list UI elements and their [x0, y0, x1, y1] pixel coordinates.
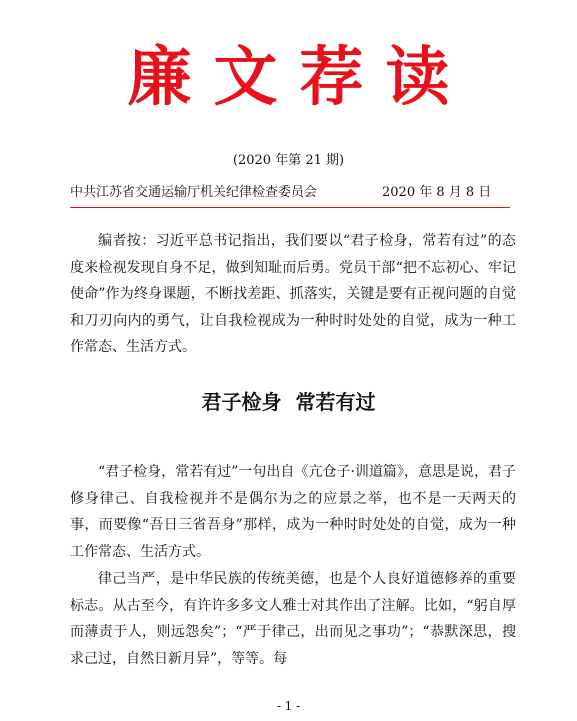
issuer-organization: 中共江苏省交通运输厅机关纪律检查委员会: [70, 185, 318, 200]
article-paragraph: 律己当严，是中华民族的传统美德，也是个人良好道德修养的重要标志。从古至今，有许许多多文人雅士对其作出了注解。比如，“躬自厚而薄责于人，则远怨矣”；“严于律己，出而见之事功”；“恭默深思，搜求己过，自然日新月异”，等等。每: [70, 571, 516, 666]
masthead-title: 廉文荐读: [127, 40, 472, 115]
issue-date: 2020 年 8 月 8 日: [382, 185, 492, 200]
article-title: 君子检身 常若有过: [201, 390, 376, 414]
article-paragraph: “君子检身，常若有过”一句出自《亢仓子·训道篇》，意思是说，君子修身律己、自我检视并不是偶尔为之的应景之举，也不是一天两天的事，而要像“吾日三省吾身”那样，成为一种时时处处的自觉，成为一种工作常态、生活方式。: [70, 464, 516, 560]
editor-note: 编者按：习近平总书记指出，我们要以“君子检身，常若有过”的态度来检视发现自身不足，做到知耻而后勇。党员干部“把不忘初心、牢记使命”作为终身课题，不断找差距、抓落实，关键是要有正视问题的自觉和刀刃向内的勇气，让自我检视成为一种时时处处的自觉，成为一种工作常态、生活方式。: [70, 233, 516, 356]
issue-number: (2020 年第 21 期): [232, 153, 345, 168]
page-number: - 1 -: [276, 699, 301, 713]
red-divider-line: [70, 207, 510, 208]
